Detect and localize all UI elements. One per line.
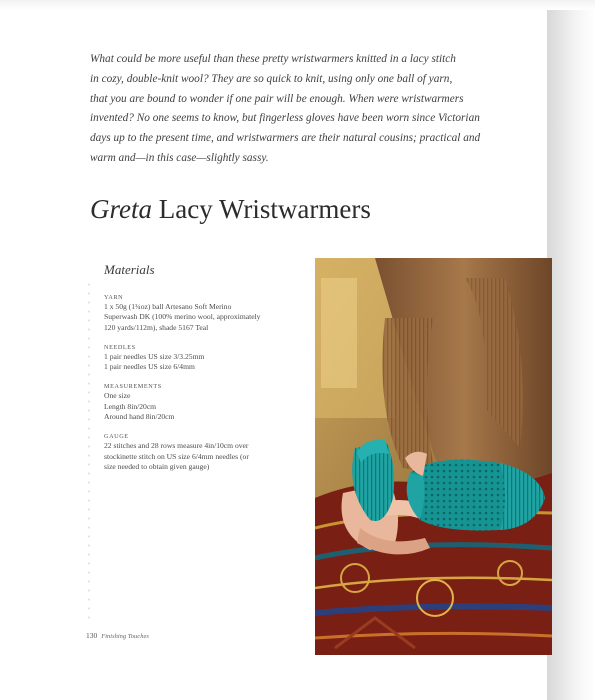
- intro-paragraph: [90, 50, 535, 169]
- section-line: size needed to obtain given gauge): [104, 461, 210, 471]
- section-label: GAUGE: [104, 433, 129, 441]
- section-line: Length 8in/20cm: [104, 401, 157, 411]
- intro-line: warm and—in this case—slightly sassy.: [90, 151, 269, 164]
- pattern-title: [90, 194, 371, 225]
- intro-line: in cozy, double-knit wool? They are so quick to knit, using only one ball of yarn,: [90, 72, 453, 85]
- section-line: 120 yards/112m), shade 5167 Teal: [104, 322, 209, 332]
- pattern-title-name: Greta: [90, 194, 152, 224]
- section-line: stockinette stitch on US size 6/4mm needles (or: [104, 451, 249, 461]
- section-line: One size: [104, 391, 131, 401]
- pattern-title-rest: Lacy Wristwarmers: [152, 194, 371, 224]
- photo-illustration: [315, 258, 552, 655]
- materials-section-yarn: [104, 294, 304, 333]
- section-label: MEASUREMENTS: [104, 383, 162, 391]
- wristwarmers-photo: [315, 258, 552, 655]
- section-label: NEEDLES: [104, 343, 136, 351]
- materials-section-gauge: [104, 433, 304, 472]
- intro-line: invented? No one seems to know, but fingerless gloves have been worn since Victorian: [90, 112, 480, 125]
- page-top-edge: [0, 0, 595, 10]
- decorative-dot-border: [86, 280, 92, 620]
- page-number: 130: [86, 631, 98, 640]
- page-gutter-shadow: [547, 10, 595, 700]
- section-line: 1 x 50g (1¾oz) ball Artesano Soft Merino: [104, 302, 232, 311]
- materials-section-measurements: [104, 383, 304, 422]
- section-line: 1 pair needles US size 6/4mm: [104, 362, 195, 372]
- running-head: Finishing Touches: [101, 633, 149, 640]
- section-line: Around hand 8in/20cm: [104, 412, 175, 422]
- materials-heading: Materials: [104, 262, 155, 277]
- intro-line: days up to the present time, and wristwarmers are their natural cousins; practical and: [90, 132, 481, 145]
- materials-section-needles: [104, 344, 304, 373]
- page-footer: [86, 631, 149, 640]
- section-line: 22 stitches and 28 rows measure 4in/10cm over: [104, 441, 249, 451]
- section-line: Superwash DK (100% merino wool, approximately: [104, 312, 261, 322]
- materials-column: [104, 262, 304, 483]
- section-line: 1 pair needles US size 3/3.25mm: [104, 351, 205, 361]
- section-label: YARN: [104, 294, 124, 301]
- intro-line: What could be more useful than these pretty wristwarmers knitted in a lacy stitch: [90, 53, 456, 65]
- intro-line: that you are bound to wonder if one pair will be enough. When were wristwarmers: [90, 92, 464, 105]
